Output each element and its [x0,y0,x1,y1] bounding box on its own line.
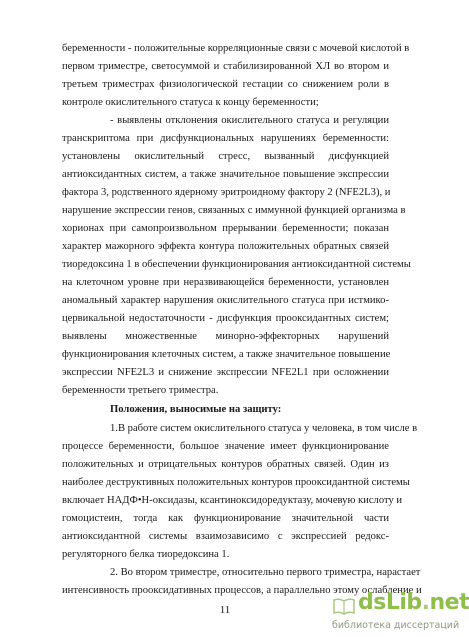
text-line: третьем триместрах физиологической гестации со снижением роли в [62,79,389,90]
text-line: - выявлены отклонения окислительного статуса и регуляции [110,115,389,126]
watermark-subtitle: библиотека диссертаций [332,620,460,631]
dslib-watermark [328,588,469,637]
open-book-icon [332,596,356,616]
text-line: экспрессии NFE2L3 и снижение экспрессии NFE2L1 при осложнении [62,367,389,378]
text-line: регуляторного белка тиоредоксина 1. [62,549,230,560]
text-line: включает НАДФ•Н-оксидазы, ксантиноксидоредуктазу, мочевую кислоту и [62,495,403,506]
text-line: положительных и отрицательных контуров обратных связей. Один из [62,459,389,470]
text-line: цервикальной недостаточности - дисфункция прооксидантных систем; [62,313,389,324]
text-line: контроле окислительного статуса к концу беременности; [62,97,319,108]
text-line: 1.В работе систем окислительного статуса у человека, в том числе в [110,423,418,434]
text-line: антиоксидантной системы взаимозависимо с экспрессией редокс- [62,531,389,542]
text-line: интенсивность прооксидативных процессов, а параллельно этому ослабление и [62,585,422,596]
text-line: наиболее деструктивных положительных контуров прооксидантной системы [62,477,410,488]
text-line: нарушение экспрессии генов, связанных с иммунной функцией организма в [62,205,406,216]
section-heading: Положения, выносимые на защиту: [110,404,282,415]
text-line: на клеточном уровне при неразвивающейся беременности, установлен [62,277,389,288]
text-line: первом триместре, светосуммой и стабилизированной ХЛ во втором и [62,61,389,72]
watermark-logo: dsLib.net [358,590,469,615]
text-line: характер мажорного эффекта контура положительных обратных связей [62,241,389,252]
text-line: 2. Во втором триместре, относительно первого триместра, нарастает [110,567,421,578]
text-line: транскриптома при дисфункциональных нарушениях беременности: [62,133,389,144]
text-line: аномальный характер нарушения окислительного статуса при истмико- [62,295,389,306]
text-line: установлены окислительный стресс, вызванный дисфункцией [62,151,389,162]
text-line: антиоксидантных систем, а также значительное повышение экспрессии [62,169,389,180]
text-line: хорионах при самопроизвольном прерывании беременности; показан [62,223,389,234]
text-line: гомоцистеин, тогда как функционирование значительной части [62,513,389,524]
text-line: выявлены множественные минорно-эффекторных нарушений [62,331,389,342]
text-line: тиоредоксина 1 в обеспечении функционирования антиоксидантной системы [62,259,411,270]
text-line: процессе беременности, большое значение имеет функционирование [62,441,389,452]
text-line: фактора 3, родственного ядерному эритроидному фактору 2 (NFE2L3), и [62,187,391,198]
page-number: 11 [219,604,231,616]
text-line: беременности третьего триместра. [62,385,219,396]
text-line: беременности - положительные корреляционные связи с мочевой кислотой в [62,43,410,54]
text-line: функционирования клеточных систем, а также значительное повышение [62,349,391,360]
